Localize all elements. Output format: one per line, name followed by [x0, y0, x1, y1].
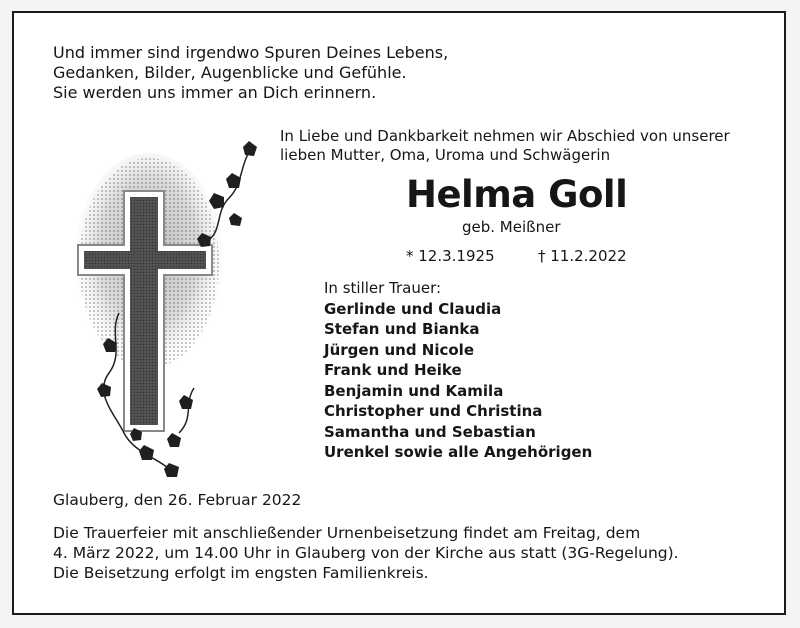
mourners-heading: In stiller Trauer:: [324, 279, 442, 297]
mourner-name: Stefan und Bianka: [324, 320, 480, 338]
intro-line: lieben Mutter, Oma, Uroma und Schwägerin: [280, 146, 611, 164]
funeral-details: [53, 523, 679, 583]
poem-line: Und immer sind irgendwo Spuren Deines Lebens,: [53, 43, 449, 62]
deceased-name: Helma Goll: [406, 173, 628, 216]
place-date: Glauberg, den 26. Februar 2022: [53, 491, 302, 509]
mourners-list: [324, 278, 592, 463]
mourner-names: [324, 299, 592, 463]
funeral-line: Die Trauerfeier mit anschließender Urnenbeisetzung findet am Freitag, dem: [53, 524, 641, 542]
obituary-notice: [12, 11, 786, 615]
memorial-poem: [53, 43, 448, 103]
mourner-name: Samantha und Sebastian: [324, 422, 536, 441]
maiden-name: geb. Meißner: [462, 218, 561, 236]
mourner-name: Christopher und Christina: [324, 402, 543, 420]
mourner-name: Benjamin und Kamila: [324, 381, 504, 400]
mourner-name: Urenkel sowie alle Angehörigen: [324, 443, 593, 461]
death-date: † 11.2.2022: [538, 247, 627, 265]
poem-line: Sie werden uns immer an Dich erinnern.: [53, 83, 377, 102]
intro-text: [280, 127, 730, 165]
mourner-name: Frank und Heike: [324, 361, 462, 379]
mourner-name: Jürgen und Nicole: [324, 340, 474, 359]
funeral-line: Die Beisetzung erfolgt im engsten Familienkreis.: [53, 564, 429, 582]
birth-date: * 12.3.1925: [406, 247, 495, 265]
intro-line: In Liebe und Dankbarkeit nehmen wir Abschied von unserer: [280, 127, 730, 145]
mourner-name: Gerlinde und Claudia: [324, 299, 502, 318]
funeral-line: 4. März 2022, um 14.00 Uhr in Glauberg von der Kirche aus statt (3G-Regelung).: [53, 544, 679, 562]
poem-line: Gedanken, Bilder, Augenblicke und Gefühle.: [53, 63, 407, 82]
cross-icon: [64, 133, 264, 478]
